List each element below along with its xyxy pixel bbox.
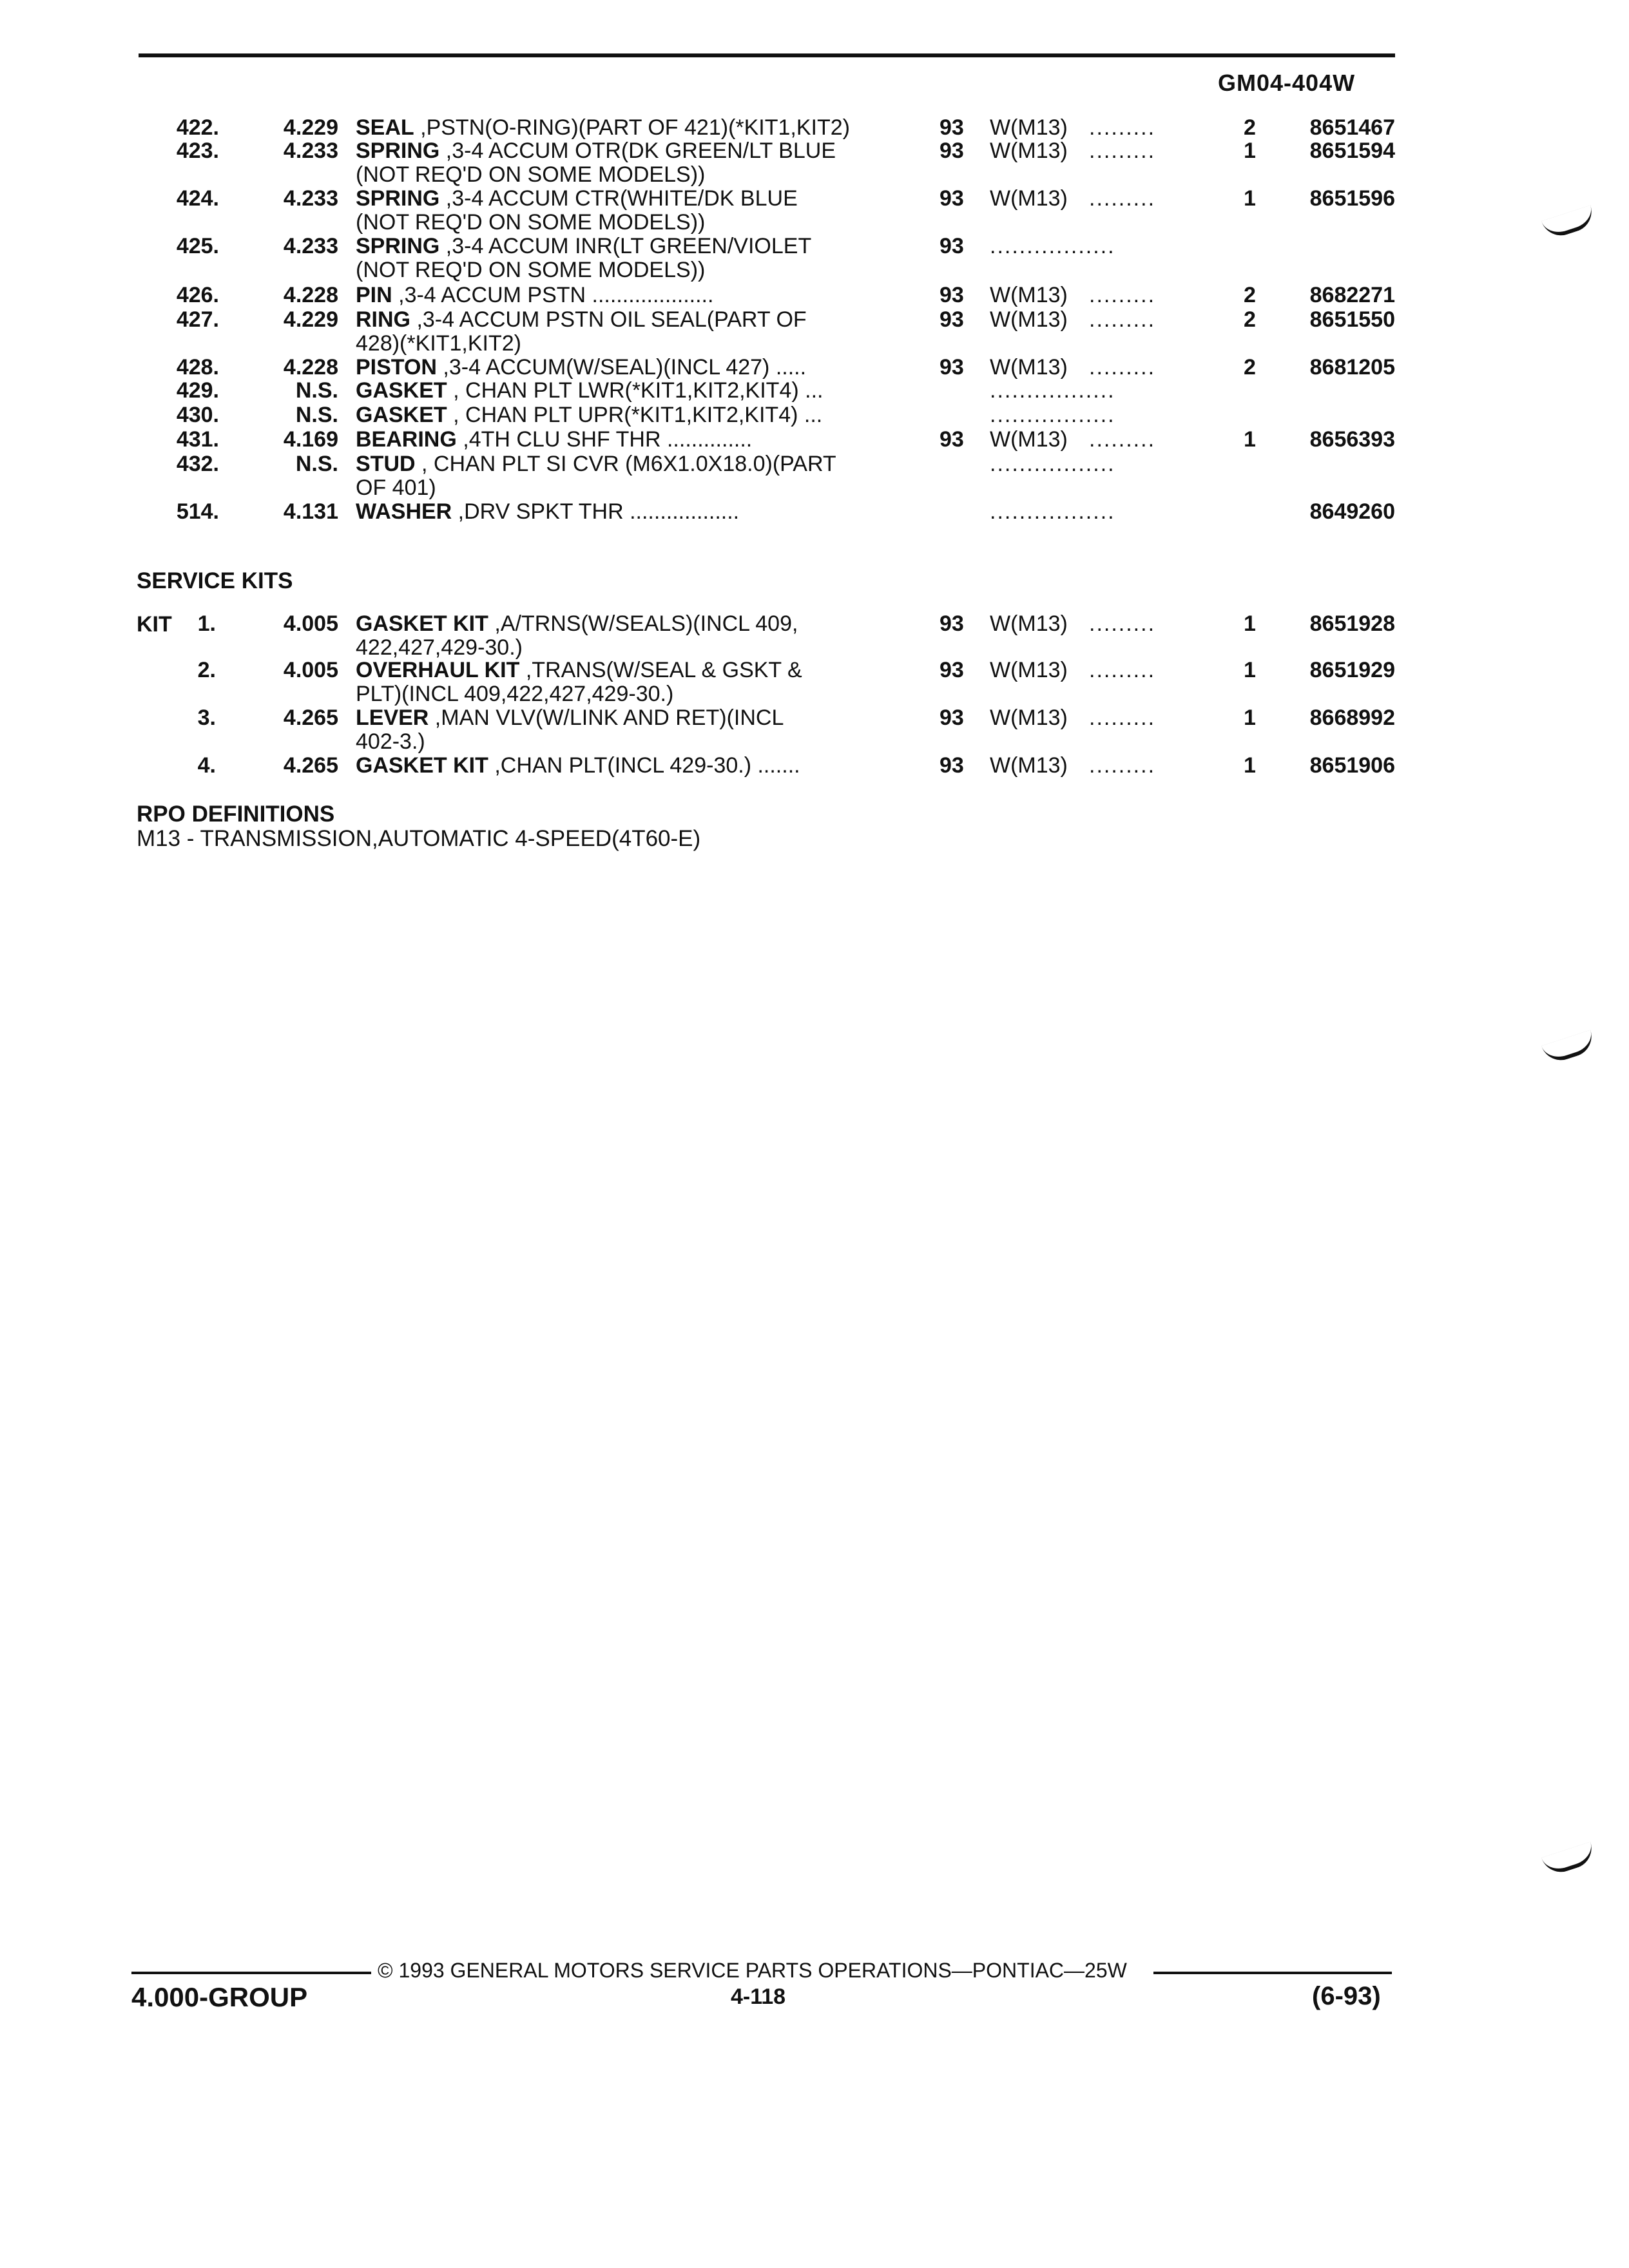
leader-dots: ......... bbox=[1089, 283, 1156, 307]
leader-dots: ......... bbox=[1089, 186, 1156, 211]
part-name: GASKET KIT bbox=[356, 753, 488, 778]
item-number: 3. bbox=[197, 706, 216, 730]
item-number: 4. bbox=[197, 753, 216, 778]
item-number: 432. bbox=[176, 452, 219, 476]
model-year: 93 bbox=[940, 307, 964, 332]
table-row bbox=[0, 612, 1629, 664]
item-number: 514. bbox=[176, 499, 219, 524]
usage-code: W(M13) bbox=[990, 706, 1068, 730]
part-number: 8681205 bbox=[1309, 355, 1395, 380]
table-row bbox=[0, 187, 1629, 238]
part-name: GASKET bbox=[356, 378, 447, 403]
part-description bbox=[356, 403, 897, 427]
leader-dots: ................. bbox=[990, 499, 1115, 524]
part-detail-continued: 428)(*KIT1,KIT2) bbox=[356, 331, 521, 356]
usage-code: W(M13) bbox=[990, 427, 1068, 452]
part-description bbox=[356, 116, 897, 140]
part-detail: , CHAN PLT LWR(*KIT1,KIT2,KIT4) ... bbox=[447, 378, 824, 403]
item-number: 430. bbox=[176, 403, 219, 427]
figure-reference: 4.265 bbox=[283, 706, 338, 730]
part-description bbox=[356, 754, 897, 778]
part-number: 8651550 bbox=[1309, 307, 1395, 332]
part-description bbox=[356, 706, 897, 754]
figure-reference: 4.005 bbox=[283, 658, 338, 682]
usage-code: W(M13) bbox=[990, 115, 1068, 140]
model-year: 93 bbox=[940, 139, 964, 163]
table-row bbox=[0, 308, 1629, 360]
item-number: 425. bbox=[176, 234, 219, 258]
part-name: GASKET KIT bbox=[356, 611, 488, 636]
part-name: PISTON bbox=[356, 355, 437, 380]
quantity: 2 bbox=[1244, 355, 1256, 380]
part-description bbox=[356, 379, 897, 403]
part-name: OVERHAUL KIT bbox=[356, 658, 520, 682]
quantity: 1 bbox=[1244, 753, 1256, 778]
leader-dots: ................. bbox=[990, 452, 1115, 476]
model-year: 93 bbox=[940, 427, 964, 452]
part-description bbox=[356, 428, 897, 452]
figure-reference: 4.229 bbox=[283, 115, 338, 140]
usage-code: W(M13) bbox=[990, 355, 1068, 380]
figure-reference: 4.265 bbox=[283, 753, 338, 778]
part-number: 8651467 bbox=[1309, 115, 1395, 140]
usage-code: W(M13) bbox=[990, 611, 1068, 636]
part-description bbox=[356, 139, 897, 187]
usage-code: W(M13) bbox=[990, 307, 1068, 332]
quantity: 1 bbox=[1244, 658, 1256, 682]
quantity: 1 bbox=[1244, 611, 1256, 636]
part-detail: ,4TH CLU SHF THR .............. bbox=[456, 427, 753, 452]
model-year: 93 bbox=[940, 283, 964, 307]
figure-reference: N.S. bbox=[295, 452, 338, 476]
part-number: 8656393 bbox=[1309, 427, 1395, 452]
kit-label: KIT bbox=[137, 612, 172, 637]
leader-dots: ......... bbox=[1089, 753, 1156, 778]
figure-reference: 4.233 bbox=[283, 234, 338, 258]
part-detail-continued: 402-3.) bbox=[356, 729, 425, 754]
model-year: 93 bbox=[940, 706, 964, 730]
item-number: 1. bbox=[197, 611, 216, 636]
part-name: PIN bbox=[356, 283, 392, 307]
part-detail: ,3-4 ACCUM CTR(WHITE/DK BLUE bbox=[439, 186, 798, 211]
item-number: 427. bbox=[176, 307, 219, 332]
leader-dots: ......... bbox=[1089, 115, 1156, 140]
item-number: 422. bbox=[176, 115, 219, 140]
part-detail: , CHAN PLT UPR(*KIT1,KIT2,KIT4) ... bbox=[447, 403, 823, 427]
part-detail: ,MAN VLV(W/LINK AND RET)(INCL bbox=[429, 706, 784, 730]
item-number: 424. bbox=[176, 186, 219, 211]
rpo-definition-m13: M13 - TRANSMISSION,AUTOMATIC 4-SPEED(4T60-E) bbox=[137, 826, 701, 851]
part-name: WASHER bbox=[356, 499, 452, 524]
model-year: 93 bbox=[940, 753, 964, 778]
leader-dots: ......... bbox=[1089, 427, 1156, 452]
part-name: SPRING bbox=[356, 234, 440, 258]
table-row bbox=[0, 658, 1629, 710]
usage-code: W(M13) bbox=[990, 753, 1068, 778]
model-year: 93 bbox=[940, 658, 964, 682]
part-number: 8651928 bbox=[1309, 611, 1395, 636]
binding-mark bbox=[1541, 1841, 1597, 1877]
part-name: RING bbox=[356, 307, 410, 332]
part-name: SPRING bbox=[356, 139, 440, 163]
footer-rule-left bbox=[131, 1972, 371, 1974]
usage-code: W(M13) bbox=[990, 658, 1068, 682]
model-year: 93 bbox=[940, 115, 964, 140]
table-row bbox=[0, 235, 1629, 286]
item-number: 428. bbox=[176, 355, 219, 380]
leader-dots: ................. bbox=[990, 403, 1115, 427]
model-year: 93 bbox=[940, 234, 964, 258]
quantity: 2 bbox=[1244, 307, 1256, 332]
document-id: GM04-404W bbox=[1218, 70, 1356, 96]
quantity: 1 bbox=[1244, 706, 1256, 730]
figure-reference: 4.228 bbox=[283, 283, 338, 307]
part-name: LEVER bbox=[356, 706, 429, 730]
figure-reference: 4.233 bbox=[283, 139, 338, 163]
part-detail: ,3-4 ACCUM PSTN .................... bbox=[392, 283, 714, 307]
usage-code: W(M13) bbox=[990, 139, 1068, 163]
part-detail: ,3-4 ACCUM OTR(DK GREEN/LT BLUE bbox=[439, 139, 836, 163]
figure-reference: 4.233 bbox=[283, 186, 338, 211]
quantity: 2 bbox=[1244, 283, 1256, 307]
part-detail-continued: 422,427,429-30.) bbox=[356, 635, 523, 660]
footer-copyright: © 1993 GENERAL MOTORS SERVICE PARTS OPERATIONS—PONTIAC—25W bbox=[378, 1959, 1127, 1982]
quantity: 1 bbox=[1244, 139, 1256, 163]
table-row bbox=[0, 452, 1629, 504]
part-number: 8682271 bbox=[1309, 283, 1395, 307]
item-number: 431. bbox=[176, 427, 219, 452]
part-number: 8649260 bbox=[1309, 499, 1395, 524]
part-detail: ,TRANS(W/SEAL & GSKT & bbox=[519, 658, 802, 682]
part-detail: ,3-4 ACCUM PSTN OIL SEAL(PART OF bbox=[410, 307, 807, 332]
part-description bbox=[356, 612, 897, 660]
part-name: GASKET bbox=[356, 403, 447, 427]
item-number: 2. bbox=[197, 658, 216, 682]
quantity: 1 bbox=[1244, 186, 1256, 211]
part-detail: ,3-4 ACCUM INR(LT GREEN/VIOLET bbox=[439, 234, 812, 258]
part-description bbox=[356, 308, 897, 356]
model-year: 93 bbox=[940, 611, 964, 636]
model-year: 93 bbox=[940, 186, 964, 211]
usage-code: W(M13) bbox=[990, 283, 1068, 307]
part-detail: , CHAN PLT SI CVR (M6X1.0X18.0)(PART bbox=[415, 452, 836, 476]
part-name: BEARING bbox=[356, 427, 457, 452]
figure-reference: 4.228 bbox=[283, 355, 338, 380]
part-name: STUD bbox=[356, 452, 416, 476]
table-row bbox=[0, 500, 1629, 552]
part-detail: ,3-4 ACCUM(W/SEAL)(INCL 427) ..... bbox=[436, 355, 807, 380]
leader-dots: ................. bbox=[990, 234, 1115, 258]
item-number: 429. bbox=[176, 378, 219, 403]
footer-date: (6-93) bbox=[1312, 1982, 1381, 2010]
part-description bbox=[356, 658, 897, 706]
leader-dots: ......... bbox=[1089, 658, 1156, 682]
item-number: 426. bbox=[176, 283, 219, 307]
top-rule bbox=[139, 53, 1395, 57]
table-row bbox=[0, 754, 1629, 805]
part-description bbox=[356, 284, 897, 307]
part-detail-continued: (NOT REQ'D ON SOME MODELS)) bbox=[356, 258, 706, 282]
part-detail-continued: OF 401) bbox=[356, 476, 436, 500]
part-name: SPRING bbox=[356, 186, 440, 211]
part-number: 8668992 bbox=[1309, 706, 1395, 730]
part-detail-continued: (NOT REQ'D ON SOME MODELS)) bbox=[356, 210, 706, 235]
table-row bbox=[0, 139, 1629, 191]
part-number: 8651929 bbox=[1309, 658, 1395, 682]
binding-mark bbox=[1541, 1030, 1597, 1065]
part-description bbox=[356, 187, 897, 235]
service-kits-heading: SERVICE KITS bbox=[137, 568, 293, 593]
leader-dots: ......... bbox=[1089, 706, 1156, 730]
part-description bbox=[356, 356, 897, 380]
usage-code: W(M13) bbox=[990, 186, 1068, 211]
footer-rule-right bbox=[1153, 1972, 1392, 1974]
leader-dots: ................. bbox=[990, 378, 1115, 403]
part-detail-continued: PLT)(INCL 409,422,427,429-30.) bbox=[356, 682, 674, 706]
part-detail: ,DRV SPKT THR .................. bbox=[452, 499, 740, 524]
quantity: 1 bbox=[1244, 427, 1256, 452]
leader-dots: ......... bbox=[1089, 611, 1156, 636]
figure-reference: 4.005 bbox=[283, 611, 338, 636]
part-description bbox=[356, 500, 897, 524]
part-detail: ,A/TRNS(W/SEALS)(INCL 409, bbox=[488, 611, 798, 636]
quantity: 2 bbox=[1244, 115, 1256, 140]
part-detail: ,PSTN(O-RING)(PART OF 421)(*KIT1,KIT2) bbox=[414, 115, 851, 140]
figure-reference: N.S. bbox=[295, 403, 338, 427]
footer-page-number: 4-118 bbox=[731, 1984, 786, 2009]
part-detail: ,CHAN PLT(INCL 429-30.) ....... bbox=[488, 753, 800, 778]
leader-dots: ......... bbox=[1089, 307, 1156, 332]
part-description bbox=[356, 452, 897, 500]
table-row bbox=[0, 706, 1629, 758]
item-number: 423. bbox=[176, 139, 219, 163]
figure-reference: N.S. bbox=[295, 378, 338, 403]
part-description bbox=[356, 235, 897, 282]
figure-reference: 4.229 bbox=[283, 307, 338, 332]
footer-group: 4.000-GROUP bbox=[131, 1982, 308, 2012]
part-name: SEAL bbox=[356, 115, 414, 140]
part-number: 8651596 bbox=[1309, 186, 1395, 211]
rpo-definitions-heading: RPO DEFINITIONS bbox=[137, 802, 335, 827]
part-number: 8651906 bbox=[1309, 753, 1395, 778]
leader-dots: ......... bbox=[1089, 139, 1156, 163]
model-year: 93 bbox=[940, 355, 964, 380]
part-detail-continued: (NOT REQ'D ON SOME MODELS)) bbox=[356, 162, 706, 187]
part-number: 8651594 bbox=[1309, 139, 1395, 163]
leader-dots: ......... bbox=[1089, 355, 1156, 380]
figure-reference: 4.169 bbox=[283, 427, 338, 452]
figure-reference: 4.131 bbox=[283, 499, 338, 524]
